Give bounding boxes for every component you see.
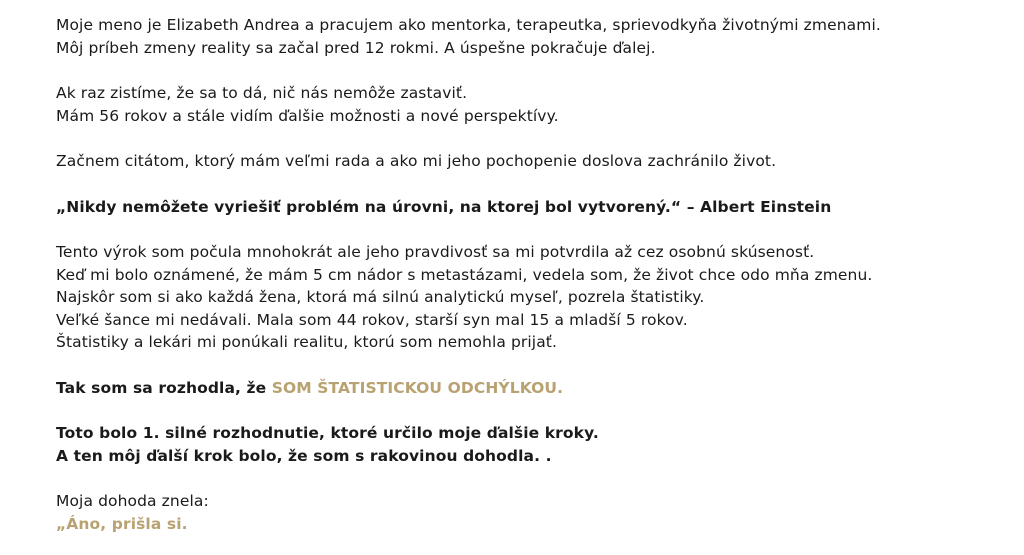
realization-line-2: Mám 56 rokov a stále vidím ďalšie možnosti a nové perspektívy. — [56, 106, 559, 125]
paragraph-gap — [56, 354, 1016, 377]
story-line-2: Keď mi bolo oznámené, že mám 5 cm nádor s metastázami, vedela som, že život chce odo mňa zmenu. — [56, 265, 873, 284]
next-step-line: A ten môj ďalší krok bolo, že som s rakovinou dohodla. . — [56, 446, 552, 465]
paragraph-gap — [56, 59, 1016, 82]
decision-highlight: SOM ŠTATISTICKOU ODCHÝLKOU. — [271, 378, 564, 397]
paragraph-gap — [56, 399, 1016, 422]
quote-intro-line: Začnem citátom, ktorý mám veľmi rada a ako mi jeho pochopenie doslova zachránilo život. — [56, 152, 777, 170]
document-body — [56, 14, 1016, 535]
story-line-4: Veľké šance mi nedávali. Mala som 44 rokov, starší syn mal 15 a mladší 5 rokov. — [56, 310, 688, 329]
paragraph-gap — [56, 173, 1016, 196]
agreement-intro-line: Moja dohoda znela: — [56, 492, 209, 510]
paragraph-gap — [56, 218, 1016, 241]
decision-line — [56, 377, 1016, 400]
realization-line-1: Ak raz zistíme, že sa to dá, nič nás nemôže zastaviť. — [56, 84, 468, 102]
story-line-1: Tento výrok som počula mnohokrát ale jeho pravdivosť sa mi potvrdila až cez osobnú skúsenosť. — [56, 243, 815, 261]
intro-line-2: Môj príbeh zmeny reality sa začal pred 12 rokmi. A úspešne pokračuje ďalej. — [56, 38, 656, 57]
einstein-quote: „Nikdy nemôžete vyriešiť problém na úrovni, na ktorej bol vytvorený.“ – Albert Einstein — [56, 197, 832, 216]
story-line-5: Štatistiky a lekári mi ponúkali realitu, ktorú som nemohla prijať. — [56, 333, 558, 351]
paragraph-gap — [56, 127, 1016, 150]
story-line-3: Najskôr som si ako každá žena, ktorá má silnú analytickú myseľ, pozrela štatistiky. — [56, 288, 705, 306]
agreement-quote: „Áno, prišla si. — [56, 514, 188, 533]
paragraph-gap — [56, 467, 1016, 490]
first-decision-line: Toto bolo 1. silné rozhodnutie, ktoré určilo moje ďalšie kroky. — [56, 424, 599, 442]
decision-prefix: Tak som sa rozhodla, že — [56, 378, 272, 397]
intro-line-1: Moje meno je Elizabeth Andrea a pracujem ako mentorka, terapeutka, sprievodkyňa životnými zmenami. — [56, 16, 881, 34]
